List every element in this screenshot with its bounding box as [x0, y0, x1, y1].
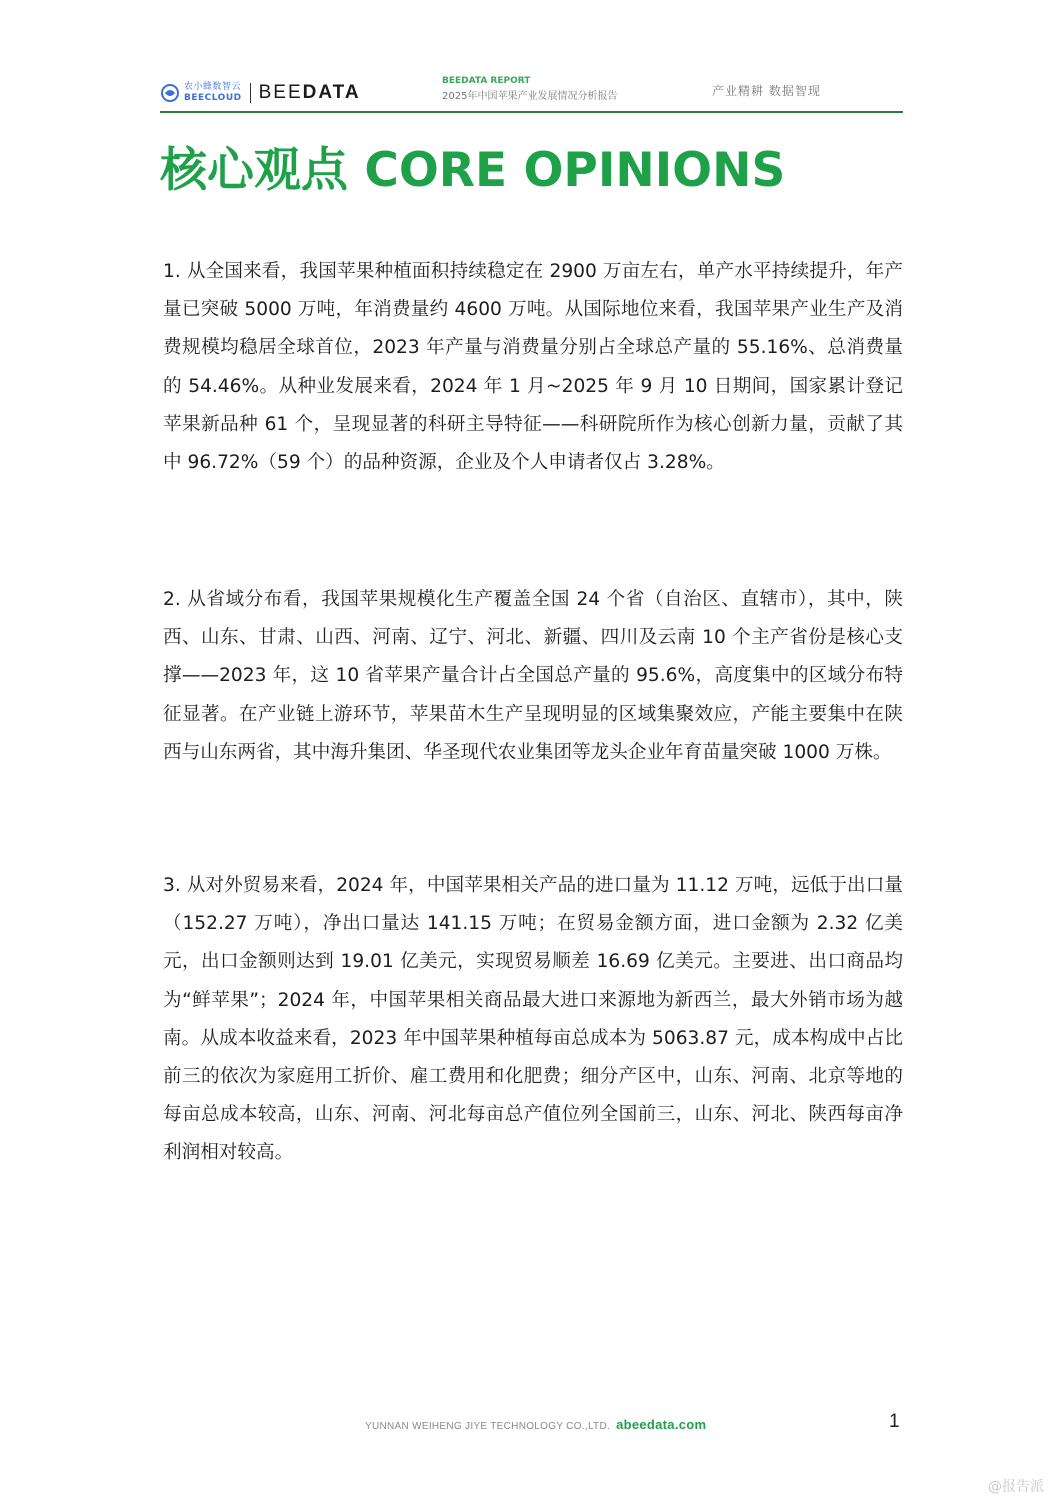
- report-label: BEEDATA REPORT: [442, 76, 531, 86]
- report-title: 2025年中国苹果产业发展情况分析报告: [442, 90, 618, 102]
- report-identifier: [442, 76, 617, 103]
- beedata-suffix: DATA: [302, 82, 361, 103]
- logo-cn-text: 农小蜂数智云: [184, 82, 242, 92]
- header-divider: [160, 111, 903, 113]
- watermark: @报告派: [988, 1479, 1044, 1495]
- logo-group: [160, 78, 361, 108]
- header-slogan: 产业精耕 数据智现: [712, 84, 821, 98]
- opinion-paragraph-3: 3. 从对外贸易来看，2024 年，中国苹果相关产品的进口量为 11.12 万吨，远低于出口量（152.27 万吨），净出口量达 141.15 万吨；在贸易金额方面，进口金额为 2.32 亿美元，出口金额则达到 19.01 亿美元，实现贸易顺差 16.69 亿美元。主要进、出口商品均为“鲜苹果”；2024 年，中国苹果相关商品最大进口来源地为新西兰，最大外销市场为越南。从成本收益来看，2023 年中国苹果种植每亩总成本为 5063.87 元，成本构成中占比前三的依次为家庭用工折价、雇工费用和化肥费；细分产区中，山东、河南、北京等地的每亩总成本较高，山东、河南、河北每亩总产值位列全国前三，山东、河北、陕西每亩净利润相对较高。: [163, 875, 903, 1164]
- footer-company: [365, 1417, 706, 1432]
- page-number: 1: [889, 1411, 900, 1432]
- page-header: [160, 74, 903, 112]
- opinion-paragraph-1: 1. 从全国来看，我国苹果种植面积持续稳定在 2900 万亩左右，单产水平持续提升，年产量已突破 5000 万吨，年消费量约 4600 万吨。从国际地位来看，我国苹果产业生产及消费规模均稳居全球首位，2023 年产量与消费量分别占全球总产量的 55.16%、总消费量的 54.46%。从种业发展来看，2024 年 1 月~2025 年 9 月 10 日期间，国家累计登记苹果新品种 61 个，呈现显著的科研主导特征——科研院所作为核心创新力量，贡献了其中 96.72%（59 个）的品种资源，企业及个人申请者仅占 3.28%。: [163, 261, 903, 474]
- beedata-wordmark: [259, 82, 361, 104]
- logo-divider: [250, 83, 251, 103]
- logo-en-text: BEECLOUD: [184, 93, 242, 103]
- beedata-prefix: BEE: [258, 82, 303, 103]
- bee-logo-icon: [160, 83, 180, 103]
- opinion-paragraph-2: 2. 从省域分布看，我国苹果规模化生产覆盖全国 24 个省（自治区、直辖市），其中，陕西、山东、甘肃、山西、河南、辽宁、河北、新疆、四川及云南 10 个主产省份是核心支撑——2023 年，这 10 省苹果产量合计占全国总产量的 95.6%，高度集中的区域分布特征显著。在产业链上游环节，苹果苗木生产呈现明显的区域集聚效应，产能主要集中在陕西与山东两省，其中海升集团、华圣现代农业集团等龙头企业年育苗量突破 1000 万株。: [163, 589, 903, 763]
- footer-company-name: YUNNAN WEIHENG JIYE TECHNOLOGY CO.,LTD.: [365, 1421, 611, 1432]
- logo-text: [184, 83, 242, 103]
- page-title: 核心观点 CORE OPINIONS: [160, 143, 786, 198]
- footer-website-link[interactable]: abeedata.com: [616, 1417, 707, 1432]
